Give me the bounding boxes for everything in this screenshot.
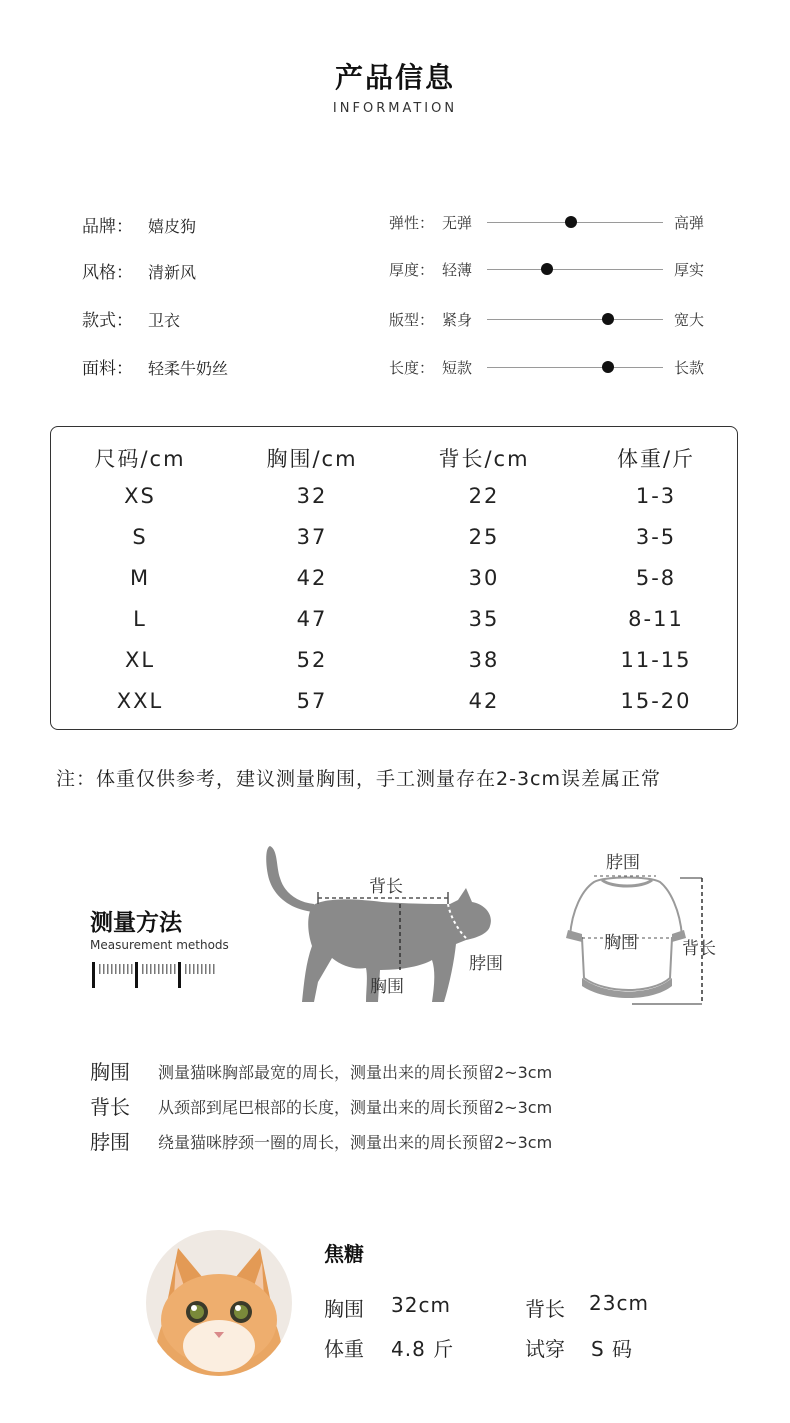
table-cell: M: [129, 566, 151, 590]
attribute-value: 清新风: [148, 263, 197, 282]
attribute-value: 嬉皮狗: [148, 217, 197, 236]
scale-track: [487, 269, 663, 270]
size-note: 注：体重仅供参考，建议测量胸围，手工测量存在2-3cm误差属正常: [56, 768, 661, 790]
table-cell: 47: [296, 607, 328, 631]
scale-label: 版型：: [389, 311, 435, 329]
attribute-style: [82, 258, 196, 283]
cat-avatar: [144, 1228, 294, 1378]
table-cell: 30: [468, 566, 500, 590]
model-stat-value: 23cm: [589, 1291, 649, 1315]
model-name: 焦糖: [324, 1242, 364, 1266]
scale-high-label: 宽大: [674, 311, 705, 329]
attribute-value: 轻柔牛奶丝: [148, 359, 229, 378]
table-cell: 57: [296, 689, 328, 713]
scale-label: 弹性：: [389, 214, 435, 232]
table-header: 背长/cm: [438, 447, 530, 471]
table-cell: 1-3: [635, 484, 677, 508]
table-cell: 15-20: [620, 689, 692, 713]
table-cell: 25: [468, 525, 500, 549]
scale-low-label: 短款: [442, 359, 473, 377]
scale-label: 长度：: [389, 359, 435, 377]
model-stat-key: 胸围: [324, 1297, 364, 1321]
table-cell: 37: [296, 525, 328, 549]
scale-high-label: 高弹: [674, 214, 705, 232]
model-stat-value: 32cm: [391, 1293, 451, 1317]
model-stat-value: S 码: [591, 1337, 634, 1361]
desc-text-neck: 绕量猫咪脖颈一圈的周长，测量出来的周长预留2~3cm: [158, 1133, 553, 1152]
attribute-fabric: [82, 354, 228, 379]
table-cell: XS: [124, 484, 156, 508]
measurement-title: 测量方法: [90, 910, 182, 936]
page-subtitle: INFORMATION: [332, 101, 458, 116]
model-stat-key: 背长: [525, 1297, 565, 1321]
shirt-back-label: 背长: [682, 939, 716, 959]
scale-track: [487, 319, 663, 320]
attribute-label: 面料：: [82, 359, 133, 379]
desc-key-neck: 脖围: [90, 1130, 130, 1154]
attribute-label: 风格：: [82, 263, 133, 283]
model-stat-value: 4.8 斤: [391, 1337, 455, 1361]
shirt-neck-label: 脖围: [606, 853, 640, 873]
table-cell: XXL: [116, 689, 164, 713]
scale-low-label: 轻薄: [442, 261, 473, 279]
page-title: 产品信息: [334, 61, 455, 94]
cat-chest-label: 胸围: [370, 977, 404, 997]
measurement-subtitle: Measurement methods: [90, 938, 229, 952]
table-cell: 38: [468, 648, 500, 672]
scale-marker: [565, 216, 577, 228]
scale-high-label: 厚实: [674, 261, 705, 279]
table-cell: 35: [468, 607, 500, 631]
scale-marker: [541, 263, 553, 275]
scale-marker: [602, 313, 614, 325]
table-cell: S: [132, 525, 148, 549]
shirt-chest-label: 胸围: [604, 933, 638, 953]
table-cell: 32: [296, 484, 328, 508]
table-cell: 52: [296, 648, 328, 672]
desc-text-back: 从颈部到尾巴根部的长度，测量出来的周长预留2~3cm: [158, 1098, 553, 1117]
model-stat-key: 试穿: [525, 1337, 565, 1361]
table-cell: 11-15: [620, 648, 692, 672]
attribute-type: [82, 306, 180, 331]
desc-text-chest: 测量猫咪胸部最宽的周长，测量出来的周长预留2~3cm: [158, 1063, 553, 1082]
attribute-label: 款式：: [82, 311, 133, 331]
attribute-label: 品牌：: [82, 217, 133, 237]
scale-track: [487, 367, 663, 368]
attribute-brand: [82, 212, 196, 237]
ruler-icon: [90, 960, 220, 988]
desc-key-chest: 胸围: [90, 1060, 130, 1084]
scale-label: 厚度：: [389, 261, 435, 279]
table-header: 体重/斤: [616, 447, 696, 471]
table-cell: 3-5: [635, 525, 677, 549]
table-cell: 42: [468, 689, 500, 713]
cat-neck-label: 脖围: [469, 954, 503, 974]
table-cell: L: [133, 607, 147, 631]
model-stat-key: 体重: [324, 1337, 364, 1361]
attribute-value: 卫衣: [148, 311, 181, 330]
scale-low-label: 无弹: [442, 214, 473, 232]
table-cell: 8-11: [628, 607, 684, 631]
table-header: 胸围/cm: [266, 447, 358, 471]
cat-back-label: 背长: [369, 877, 403, 897]
table-cell: 5-8: [635, 566, 677, 590]
scale-high-label: 长款: [674, 359, 705, 377]
scale-low-label: 紧身: [442, 311, 473, 329]
table-cell: 42: [296, 566, 328, 590]
table-header: 尺码/cm: [94, 447, 186, 471]
table-cell: XL: [124, 648, 156, 672]
desc-key-back: 背长: [90, 1095, 130, 1119]
scale-marker: [602, 361, 614, 373]
table-cell: 22: [468, 484, 500, 508]
